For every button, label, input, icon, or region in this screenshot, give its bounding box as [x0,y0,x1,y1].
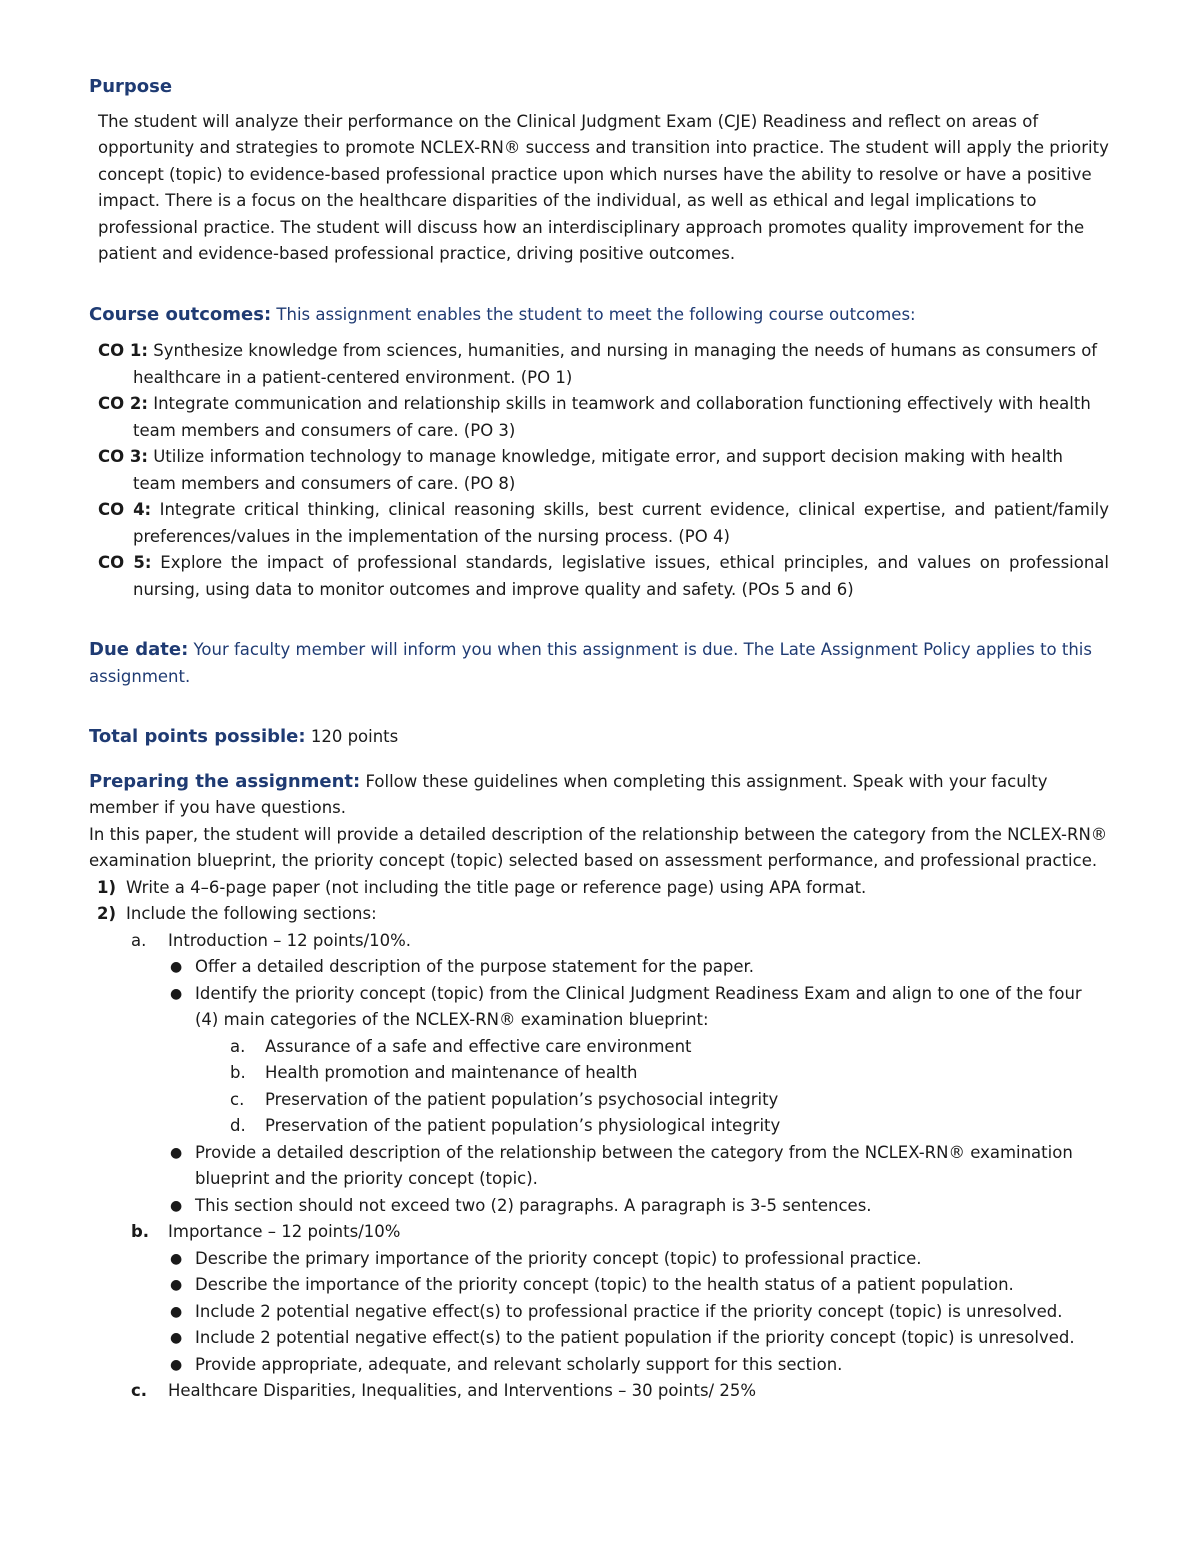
bullet-dot-icon: ● [170,1250,183,1267]
bullet-text: Describe the importance of the priority concept (topic) to the health status of a patient population. [195,1275,1014,1294]
bullet-text: Provide a detailed description of the relationship between the category from the NCLEX-RN® examination blueprint and the priority concept (topic). [195,1142,1073,1188]
co-label: CO 4: [98,500,152,519]
preparing-intro: Follow these guidelines when completing this assignment. Speak with your faculty member if you have questions. [89,771,1048,817]
bullet-item [89,1140,1109,1193]
co-label: CO 5: [98,553,152,572]
bullet-item [89,1246,1109,1273]
category-item [89,1113,1109,1140]
category-label: b. [230,1063,246,1082]
course-outcomes-heading: Course outcomes: [89,303,272,325]
course-outcome-item [98,444,1109,497]
due-date-block [89,637,1109,690]
bullet-dot-icon: ● [170,959,183,975]
section-c-label: c. [131,1381,148,1400]
bullet-text: Include 2 potential negative effect(s) to professional practice if the priority concept (topic) is unresolved. [195,1301,1063,1321]
bullet-dot-icon: ● [170,1144,183,1161]
bullet-item [89,1193,1109,1220]
step-2-text: Include the following sections: [126,904,377,923]
course-outcome-item [98,391,1109,444]
co-label: CO 1: [98,341,148,360]
step-2 [89,901,1109,928]
category-text: Preservation of the patient population’s psychosocial integrity [265,1089,779,1109]
bullet-dot-icon: ● [170,1277,183,1293]
purpose-heading: Purpose [89,76,173,97]
course-outcomes-intro: This assignment enables the student to meet the following course outcomes: [276,304,916,324]
total-points-block [89,724,1109,751]
due-date-text: Your faculty member will inform you when this assignment is due. The Late Assignment Policy applies to this assignment. [89,640,1092,686]
due-date-heading: Due date: [89,639,189,660]
course-outcome-item [98,338,1109,391]
section-a [89,928,1109,955]
category-label: d. [230,1116,246,1135]
step-2-label: 2) [97,904,117,923]
section-c [89,1378,1109,1405]
document-page [89,74,1109,1405]
category-item [89,1034,1109,1061]
category-item [89,1087,1109,1114]
co-text: Synthesize knowledge from sciences, humanities, and nursing in managing the needs of humans as consumers of healthcare in a patient-centered environment. (PO 1) [133,341,1098,387]
section-a-title: Introduction – 12 points/10%. [168,930,412,950]
section-b [89,1219,1109,1246]
bullet-item [89,1325,1109,1352]
step-1-text: Write a 4–6-page paper (not including the title page or reference page) using APA format. [126,877,867,897]
section-a-label: a. [131,930,147,950]
total-points-value: 120 points [310,727,399,746]
bullet-text: Provide appropriate, adequate, and relevant scholarly support for this section. [195,1354,843,1374]
step-1 [89,875,1109,902]
bullet-item [89,1272,1109,1299]
preparing-paragraph: In this paper, the student will provide a detailed description of the relationship between the category from the NCLEX-RN® examination blueprint, the priority concept (topic) selected based on assessment performance, and professional practice. [89,824,1108,870]
co-text: Explore the impact of professional standards, legislative issues, ethical principles, and values on professional nursing, using data to monitor outcomes and improve quality and safety. (POs 5 and 6) [133,553,1109,599]
bullet-text: This section should not exceed two (2) paragraphs. A paragraph is 3-5 sentences. [195,1195,872,1215]
category-item [89,1060,1109,1087]
preparing-heading: Preparing the assignment: [89,770,361,792]
bullet-dot-icon: ● [170,1303,183,1320]
bullet-item [89,1299,1109,1326]
co-text: Integrate communication and relationship skills in teamwork and collaboration functioning effectively with health team members and consumers of care. (PO 3) [133,394,1091,440]
bullet-text: Describe the primary importance of the priority concept (topic) to professional practice. [195,1248,922,1268]
bullet-text: Include 2 potential negative effect(s) to the patient population if the priority concept (topic) is unresolved. [195,1328,1075,1347]
category-label: c. [230,1089,245,1109]
bullet-item [89,981,1109,1034]
course-outcomes-list [98,338,1109,603]
category-label: a. [230,1036,246,1056]
co-text: Integrate critical thinking, clinical reasoning skills, best current evidence, clinical expertise, and patient/family preferences/values in the implementation of the nursing process. (PO 4) [133,500,1110,546]
co-label: CO 2: [98,394,148,413]
category-text: Preservation of the patient population’s physiological integrity [265,1116,781,1135]
bullet-item [89,954,1109,981]
bullet-item [89,1352,1109,1379]
bullet-dot-icon: ● [170,1197,183,1214]
bullet-dot-icon: ● [170,985,183,1002]
co-label: CO 3: [98,447,148,466]
course-outcome-item [98,550,1109,603]
bullet-text: Offer a detailed description of the purpose statement for the paper. [195,957,755,976]
section-b-title: Importance – 12 points/10% [168,1222,401,1241]
category-text: Health promotion and maintenance of health [265,1063,638,1082]
total-points-heading: Total points possible: [89,726,306,747]
step-1-label: 1) [97,877,117,897]
section-b-label: b. [131,1222,150,1241]
course-outcomes-line [89,302,1109,329]
section-c-title: Healthcare Disparities, Inequalities, and Interventions – 30 points/ 25% [168,1381,757,1400]
purpose-text: The student will analyze their performance on the Clinical Judgment Exam (CJE) Readiness and reflect on areas of opportunity and strategies to promote NCLEX-RN® success and transition into practice. The student will apply the priority concept (topic) to evidence-based professional practice upon which nurses have the ability to resolve or have a positive impact. There is a focus on the healthcare disparities of the individual, as well as ethical and legal implications to professional practice. The student will discuss how an interdisciplinary approach promotes quality improvement for the patient and evidence-based professional practice, driving positive outcomes. [98,111,1109,263]
category-text: Assurance of a safe and effective care environment [265,1036,692,1056]
co-text: Utilize information technology to manage knowledge, mitigate error, and support decision making with health team members and consumers of care. (PO 8) [133,447,1063,493]
bullet-text: Identify the priority concept (topic) from the Clinical Judgment Readiness Exam and align to one of the four (4) main categories of the NCLEX-RN® examination blueprint: [195,983,1082,1029]
course-outcome-item [98,497,1109,550]
bullet-dot-icon: ● [170,1356,183,1373]
preparing-block [89,769,1109,822]
bullet-dot-icon: ● [170,1330,183,1346]
